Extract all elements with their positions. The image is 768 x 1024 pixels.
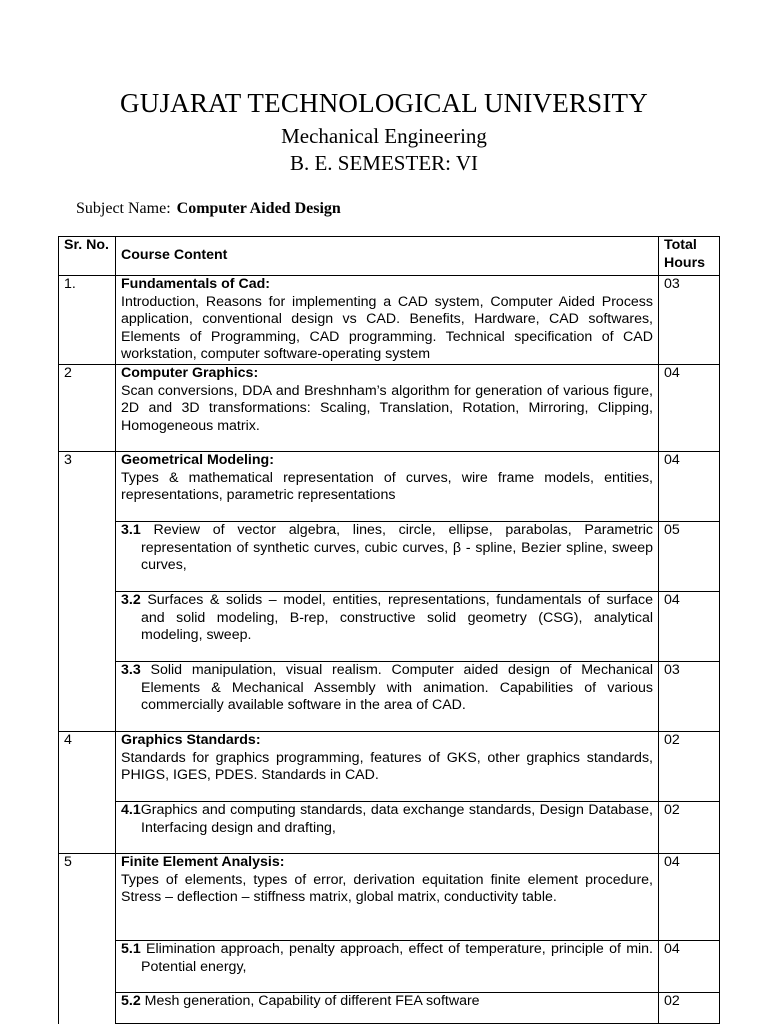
unit-title: Finite Element Analysis: <box>121 854 285 870</box>
subunit-number: 3.2 <box>121 592 141 608</box>
table-row <box>59 802 720 854</box>
subject-label: Subject Name: <box>76 200 171 217</box>
syllabus-table <box>58 236 720 1024</box>
unit-title: Computer Graphics: <box>121 365 259 381</box>
row-hours: 02 <box>659 732 720 802</box>
unit-description: Standards for graphics programming, features of GKS, other graphics standards, PHIGS, IGES, PDES. Standards in CAD. <box>121 749 653 784</box>
subunit-description: Surfaces & solids – model, entities, representations, fundamentals of surface and solid modeling, B-rep, constructive solid geometry (CSG), analytical modeling, sweep. <box>140 592 653 644</box>
row-hours: 02 <box>659 993 720 1024</box>
subunit-number: 3.3 <box>121 662 141 678</box>
row-content <box>116 993 659 1024</box>
subunit-number: 5.1 <box>121 941 141 957</box>
table-row <box>59 941 720 993</box>
subunit-description: Graphics and computing standards, data exchange standards, Design Database, Interfacing design and drafting, <box>140 802 653 836</box>
unit-description: Types & mathematical representation of curves, wire frame models, entities, representations, parametric representations <box>121 469 653 504</box>
table-row <box>59 592 720 662</box>
header-total-hours: Total Hours <box>659 237 720 276</box>
subunit-text <box>121 592 653 645</box>
university-title: GUJARAT TECHNOLOGICAL UNIVERSITY <box>120 88 648 118</box>
unit-description: Scan conversions, DDA and Breshnham’s algorithm for generation of various figure, 2D and 3D transformations: Scaling, Translation, Rotation, Mirroring, Clipping, Homogeneous matrix. <box>121 382 653 434</box>
row-content <box>116 522 659 592</box>
row-content <box>116 592 659 662</box>
header-sr-no: Sr. No. <box>59 237 116 276</box>
row-number: 4 <box>59 732 116 802</box>
subunit-text <box>121 802 653 837</box>
subunit-description: Review of vector algebra, lines, circle, ellipse, parabolas, Parametric representation of synthetic curves, cubic curves, β - spline, Bezier spline, sweep curves, <box>140 522 653 574</box>
subunit-text <box>121 993 653 1011</box>
table-row <box>59 365 720 452</box>
subject-line <box>76 200 341 218</box>
row-number-empty <box>59 993 116 1024</box>
row-hours: 04 <box>659 941 720 993</box>
unit-description: Introduction, Reasons for implementing a CAD system, Computer Aided Process application, conventional design vs CAD. Benefits, Hardware, CAD softwares, Elements of Programming, CAD programming. Technical specification of CAD workstation, computer software-operating system <box>121 293 653 363</box>
table-row <box>59 662 720 732</box>
table-row <box>59 732 720 802</box>
table-row <box>59 452 720 522</box>
subunit-text <box>121 522 653 575</box>
row-number: 2 <box>59 365 116 452</box>
row-content <box>116 276 659 365</box>
subunit-description: Solid manipulation, visual realism. Computer aided design of Mechanical Elements & Mechanical Assembly with animation. Capabilities of various commercially available software in the area of CAD. <box>140 662 653 714</box>
header-course-content: Course Content <box>116 237 659 276</box>
row-number-empty <box>59 522 116 592</box>
subunit-number: 3.1 <box>121 522 141 538</box>
row-number-empty <box>59 592 116 662</box>
row-content <box>116 941 659 993</box>
row-content <box>116 662 659 732</box>
subunit-text <box>121 941 653 976</box>
row-content <box>116 452 659 522</box>
row-content <box>116 732 659 802</box>
row-hours: 05 <box>659 522 720 592</box>
row-content <box>116 365 659 452</box>
department-title: Mechanical Engineering <box>281 124 487 148</box>
row-number-empty <box>59 802 116 854</box>
subunit-description: Elimination approach, penalty approach, effect of temperature, principle of min. Potential energy, <box>140 941 653 975</box>
subunit-number: 4.1 <box>121 802 141 818</box>
row-hours: 04 <box>659 854 720 941</box>
unit-description: Types of elements, types of error, derivation equitation finite element procedure, Stress – deflection – stiffness matrix, global matrix, conductivity table. <box>121 871 653 906</box>
unit-title: Graphics Standards: <box>121 732 261 748</box>
row-number-empty <box>59 941 116 993</box>
unit-title: Fundamentals of Cad: <box>121 276 270 292</box>
row-hours: 04 <box>659 452 720 522</box>
row-hours: 02 <box>659 802 720 854</box>
subject-name: Computer Aided Design <box>176 200 341 217</box>
row-hours: 03 <box>659 662 720 732</box>
table-header-row <box>59 237 720 276</box>
row-hours: 04 <box>659 365 720 452</box>
row-number-empty <box>59 662 116 732</box>
table-row <box>59 276 720 365</box>
table-row <box>59 993 720 1024</box>
row-number: 3 <box>59 452 116 522</box>
unit-title: Geometrical Modeling: <box>121 452 274 468</box>
subunit-number: 5.2 <box>121 993 141 1009</box>
table-row <box>59 854 720 941</box>
row-hours: 04 <box>659 592 720 662</box>
row-number: 5 <box>59 854 116 941</box>
semester-title: B. E. SEMESTER: VI <box>289 151 479 175</box>
row-content <box>116 854 659 941</box>
subunit-text <box>121 662 653 715</box>
subunit-description: Mesh generation, Capability of different FEA software <box>140 993 480 1009</box>
row-number: 1. <box>59 276 116 365</box>
row-content <box>116 802 659 854</box>
row-hours: 03 <box>659 276 720 365</box>
table-row <box>59 522 720 592</box>
